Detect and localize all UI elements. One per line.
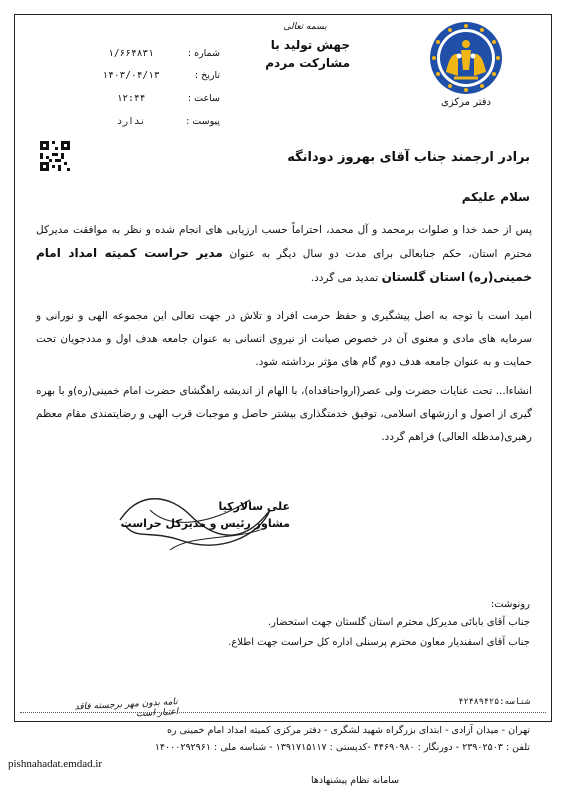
cc-heading: رونوشت: [490,599,530,610]
footer-phones: تلفن : ۲۳۹۰۲۵۰۳ - دورنگار : ۴۴۶۹۰۹۸۰ -کدپستی : ۱۳۹۱۷۱۵۱۱۷ - شناسه ملی : ۱۴۰۰۰۲۹۲۹۶۱ [154,742,530,753]
province-name: استان گلستان [381,270,466,284]
slogan-line-2: مشارکت مردم [265,56,350,70]
logo-caption: دفتر مرکزی [441,97,491,108]
attachment-label: پیوست : [186,116,220,127]
cc-line-2: جناب آقای اسفندیار معاون محترم پرسنلی اداره کل حراست جهت اطلاع. [228,637,530,648]
footer-address: تهران - میدان آزادی - ابتدای بزرگراه شهید لشگری - دفتر مرکزی کمیته امداد امام خمینی ره [166,725,530,736]
footer-divider [20,712,546,714]
paragraph-3: انشاءا... تحت عنایات حضرت ولی عصر(ارواحنافداه)، با الهام از اندیشه راهگشای حضرت امام خمینی(ره)و با بهره گیری از اصول و ارزشهای اسلامی، توفیق خدمتگذاری بیشتر حاصل و موجبات قرب الهی و رضایتمندی مقام معظم رهبری(مدظله العالی) فراهم گردد. [36,385,532,443]
signer-name: علی سالارکیا [218,500,290,513]
emdad-logo [428,20,504,96]
website-link[interactable]: pishnahadat.emdad.ir [8,758,103,770]
paragraph-1-text: پس از حمد خدا و صلوات برمحمد و آل محمد، احتراماً حسب ارزیابی های انجام شده و نظر به موافقت مدیرکل محترم استان، حکم جنابعالی برای مدت دو سال دیگر به عنوان [36,224,533,260]
signer-title: مشاور رئیس و مدیرکل حراست [120,517,290,530]
paragraph-1-end: تمدید می گردد. [310,272,379,284]
number-value: ۱/۶۶۴۸۳۱ [108,48,154,59]
salutation: برادر ارجمند جناب آقای بهروز دودانگه [287,150,530,165]
attachment-value: ندارد [116,116,146,127]
cc-line-1: جناب آقای بابائی مدیرکل محترم استان گلستان جهت استحضار. [267,617,530,628]
besmellah: بسمه تعالی [283,22,327,32]
serial-id: شناسه:۴۲۴۸۹۴۲۵ [458,697,530,707]
handwritten-note: نامه بدون مهر برجسته فاقد اعتبار است [74,697,179,720]
time-label: ساعت : [187,93,220,104]
number-label: شماره : [187,48,220,59]
date-label: تاریخ : [194,70,220,81]
footer-system-name: سامانه نظام پیشنهادها [310,775,400,786]
paragraph-1 [36,219,532,290]
time-value: ۱۲:۴۴ [116,93,146,104]
slogan-line-1: جهش تولید با [270,38,350,52]
date-value: ۱۴۰۳/۰۴/۱۳ [102,70,160,81]
position-title: مدیر حراست کمیته امداد امام خمینی(ره) [36,246,532,284]
greeting: سلام علیکم [461,190,530,204]
paragraph-2: امید است با توجه به اصل پیشگیری و حفظ حرمت افراد و تلاش در جهت تعالی این مجموعه الهی و نورانی و سرمایه های مادی و معنوی آن در خصوص صیانت از نیروی انسانی به عنوان جامعه هدف اول و مددجویان تحت حمایت و به عنوان جامعه هدف دوم گام های مؤثر برداشته شود. [36,310,532,368]
